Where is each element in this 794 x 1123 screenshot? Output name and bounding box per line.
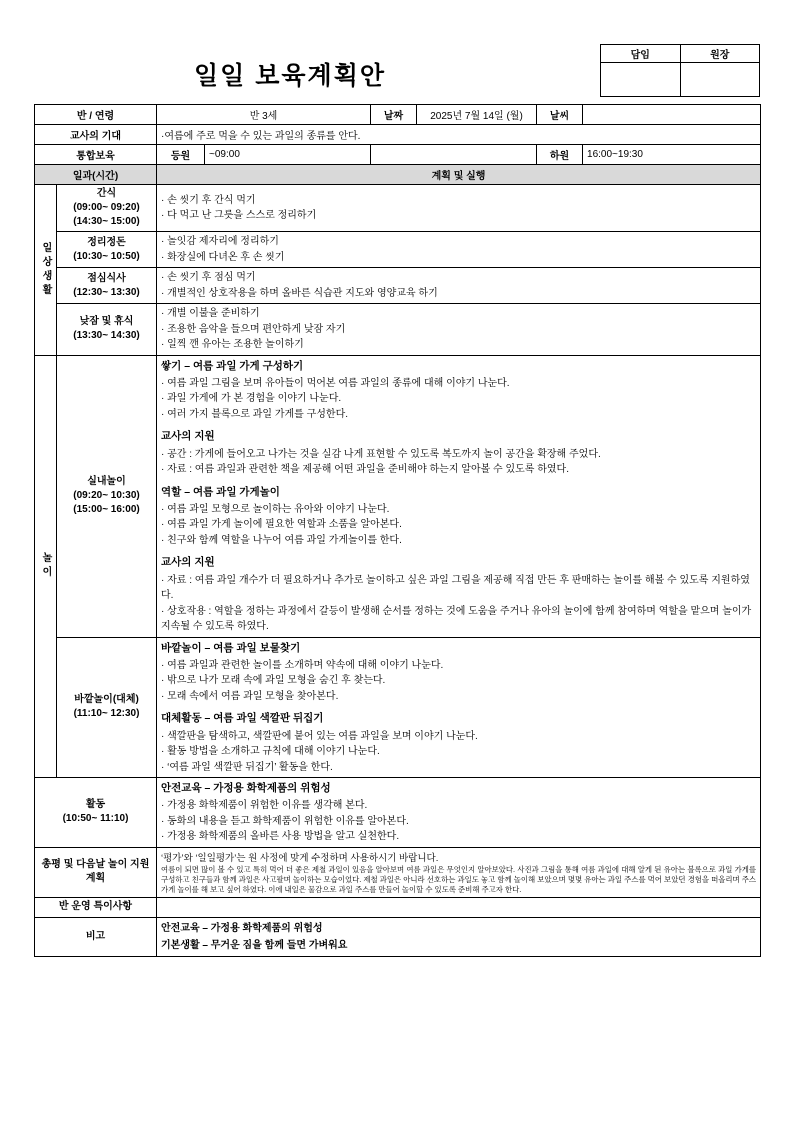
row-content-indoor-play: 쌓기 – 여름 과일 가게 구성하기 · 여름 과일 그림을 보며 유아들이 먹어본 여름 과일의 종류에 대해 이야기 나눈다. · 과일 가게에 가 본 경험을 이야기 나눈다. · 여러 가지 블록으로 과일 가게를 구성한다. 교사의 지원 · 공간 : 가게에 들어오고 나가는 것을 실감 나게 표현할 수 있도록 복도까지 놀이 공간을 확장해 주었다. · 자료 : 여름 과일과 관련한 책을 제공해 어떤 과일을 준비해야 하는지 알아볼 수 있도록 하였다. 역할 – 여름 과일 가게놀이 · 여름 과일 모형으로 놀이하는 유아와 이야기 나눈다. · 여름 과일 가게 놀이에 필요한 역할과 소품을 알아본다. · 친구와 함께 역할을 나누어 여름 과일 가게놀이를 한다. 교사의 지원 · 자료 : 여름 과일 개수가 더 필요하거나 추가로 놀이하고 싶은 과일 그림을 제공해 직접 만든 후 판매하는 놀이를 해볼 수 있도록 지원하였다. · 상호작용 : 역할을 정하는 과정에서 갈등이 발생해 순서를 정하는 것에 도움을 주거나 유아의 놀이에 함께 참여하며 역할을 맡으며 놀이가 지속될 수 있도록 하였다. [157, 355, 761, 637]
table-row [35, 268, 761, 304]
table-row [35, 897, 761, 917]
table-row [35, 185, 761, 232]
class-label: 반 / 연령 [35, 105, 157, 125]
row-label-remarks: 비고 [35, 917, 157, 956]
plan-table [34, 104, 761, 957]
row-label-special-note: 반 운영 특이사항 [35, 897, 157, 917]
approval-col-teacher: 담임 [601, 45, 681, 63]
page-title: 일일 보육계획안 [194, 62, 386, 90]
table-row [35, 125, 761, 145]
row-label-activity: 활동 (10:50~ 11:10) [35, 778, 157, 848]
integrated-care-blank[interactable] [371, 145, 537, 165]
row-label-indoor-play: 실내놀이 (09:20~ 10:30) (15:00~ 16:00) [57, 355, 157, 637]
review-body: 여름이 되면 많이 볼 수 있고 특히 먹어 더 좋은 제철 과일이 있음을 알아보며 여름 과일은 무엇인지 알아보았다. 사진과 그림을 통해 여름 과일에 대해 알게 된 유아는 블록으로 과일 가게를 구성하고 친구들과 함께 과일은 사고팔며 놀이하는 모습이었다. 제철 과일은 아니라 선호하는 과일도 놓고 함께 놀이해 보았으며 몇몇 유아는 과일 주스를 먹어 보았던 경험을 떠올리며 주스 가게 놀이를 해 보고 싶어 하였다. 이에 내일은 물감으로 과일 주스를 만들어 놀이할 수 있도록 준비해 주고자 한다. [161, 864, 757, 894]
schedule-header: 일과(시간) [35, 165, 157, 185]
goal-value[interactable]: ·여름에 주로 먹을 수 있는 과일의 종류를 안다. [157, 125, 761, 145]
row-content-nap: · 개별 이불을 준비하기 · 조용한 음악을 들으며 편안하게 낮잠 자기 · 일찍 깬 유아는 조용한 놀이하기 [157, 304, 761, 356]
weather-value[interactable] [583, 105, 761, 125]
row-content-outdoor-play: 바깥놀이 – 여름 과일 보물찾기 · 여름 과일과 관련한 놀이를 소개하며 약속에 대해 이야기 나눈다. · 밖으로 나가 모래 속에 과일 모형을 숨긴 후 찾는다. · 모래 속에서 여름 과일 모형을 찾아본다. 대체활동 – 여름 과일 색깔판 뒤집기 · 색깔판을 탐색하고, 색깔판에 붙어 있는 여름 과일을 보며 이야기 나눈다. · 활동 방법을 소개하고 규칙에 대해 이야기 나눈다. · ‘여름 과일 색깔판 뒤집기’ 활동을 한다. [157, 637, 761, 778]
row-label-lunch: 점심식사 (12:30~ 13:30) [57, 268, 157, 304]
date-value[interactable]: 2025년 7월 14일 (월) [417, 105, 537, 125]
approval-sign-teacher[interactable] [601, 63, 681, 97]
arrival-value[interactable]: ~09:00 [205, 145, 371, 165]
weather-label: 날씨 [537, 105, 583, 125]
table-row [35, 637, 761, 778]
integrated-care-label: 통합보육 [35, 145, 157, 165]
row-content-special-note[interactable] [157, 897, 761, 917]
row-label-nap: 낮잠 및 휴식 (13:30~ 14:30) [57, 304, 157, 356]
table-row [35, 145, 761, 165]
document-header [34, 26, 760, 104]
approval-sign-director[interactable] [680, 63, 760, 97]
goal-label: 교사의 기대 [35, 125, 157, 145]
row-label-snack: 간식 (09:00~ 09:20) (14:30~ 15:00) [57, 185, 157, 232]
date-label: 날짜 [371, 105, 417, 125]
table-row [35, 304, 761, 356]
class-value[interactable]: 반 3세 [157, 105, 371, 125]
approval-box [600, 44, 760, 97]
row-content-snack: · 손 씻기 후 간식 먹기 · 다 먹고 난 그릇을 스스로 정리하기 [157, 185, 761, 232]
row-label-outdoor-play: 바깥놀이(대체) (11:10~ 12:30) [57, 637, 157, 778]
table-header-row [35, 165, 761, 185]
section-daily-life: 일상생활 [35, 185, 57, 356]
row-label-review: 총평 및 다음날 놀이 지원 계획 [35, 847, 157, 897]
row-content-activity: 안전교육 – 가정용 화학제품의 위험성 · 가정용 화학제품이 위험한 이유를 생각해 본다. · 동화의 내용을 듣고 화학제품이 위험한 이유를 알아본다. · 가정용 화학제품의 올바른 사용 방법을 알고 실천한다. [157, 778, 761, 848]
plan-header: 계획 및 실행 [157, 165, 761, 185]
table-row [35, 917, 761, 956]
review-note: ‘평가’와 ‘일일평가’는 원 사정에 맞게 수정하며 사용하시기 바랍니다. [161, 852, 439, 864]
approval-col-director: 원장 [680, 45, 760, 63]
row-label-tidy: 정리정돈 (10:30~ 10:50) [57, 232, 157, 268]
row-content-lunch: · 손 씻기 후 점심 먹기 · 개별적인 상호작용을 하며 올바른 식습관 지도와 영양교육 하기 [157, 268, 761, 304]
table-row [35, 105, 761, 125]
arrival-label: 등원 [157, 145, 205, 165]
table-row [35, 232, 761, 268]
table-row [35, 778, 761, 848]
row-content-tidy: · 놀잇감 제자리에 정리하기 · 화장실에 다녀온 후 손 씻기 [157, 232, 761, 268]
row-content-review[interactable] [157, 847, 761, 897]
row-content-remarks: 안전교육 – 가정용 화학제품의 위험성 기본생활 – 무거운 짐을 함께 들면 가벼워요 [157, 917, 761, 956]
departure-label: 하원 [537, 145, 583, 165]
table-row [35, 847, 761, 897]
departure-value[interactable]: 16:00~19:30 [583, 145, 761, 165]
section-play: 놀이 [35, 355, 57, 778]
table-row [35, 355, 761, 637]
